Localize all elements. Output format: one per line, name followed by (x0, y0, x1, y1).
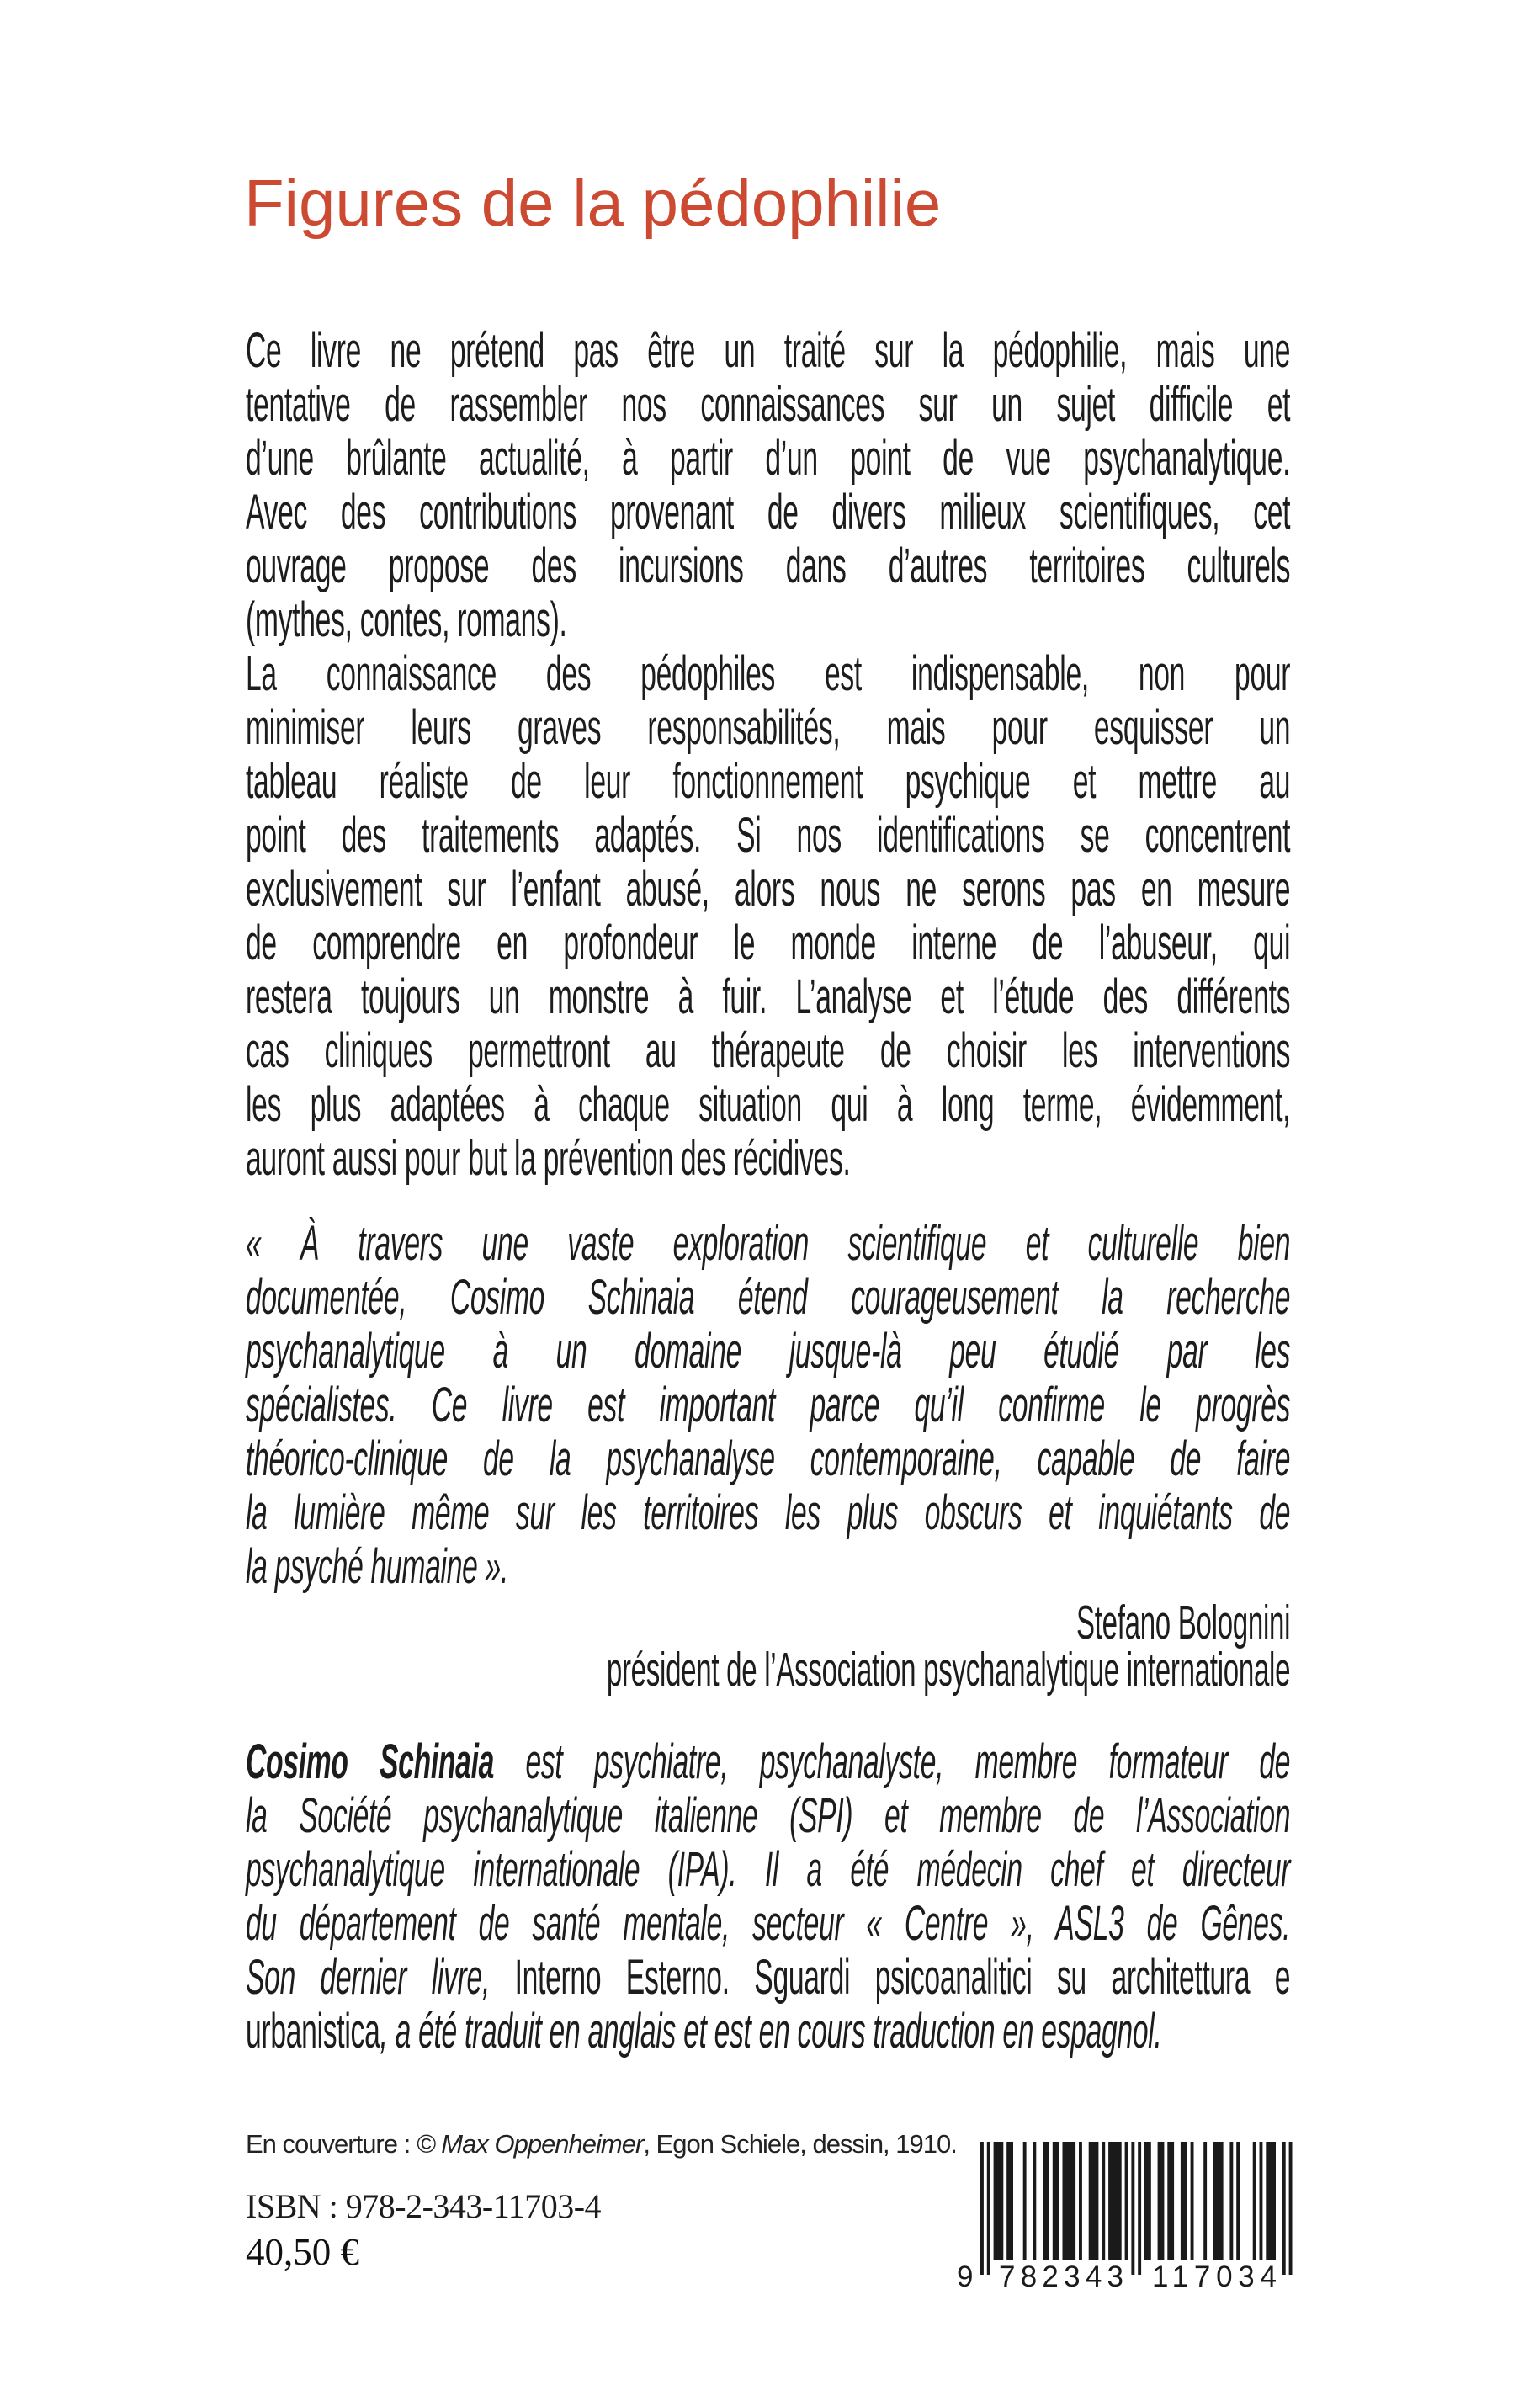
barcode-bar (1213, 2142, 1224, 2260)
text-segment: © Max Oppenheimer (416, 2129, 644, 2159)
text-line: Ce livre ne prétend pas être un traité sur la pédophilie, mais une (246, 323, 1291, 378)
text-line: Stefano Bolognini (1075, 1596, 1291, 1649)
text-line: spécialistes. Ce livre est important parce qu’il confirme le progrès (246, 1378, 1291, 1432)
text-line: auront aussi pour but la prévention des récidives. (246, 1131, 851, 1186)
cover-credit (246, 2129, 957, 2159)
barcode-bar (1043, 2142, 1049, 2260)
text-segment: , Egon Schiele, dessin, 1910. (643, 2129, 957, 2159)
text-line: point des traitements adaptés. Si nos identifications se concentrent (246, 808, 1291, 863)
text-segment: Cosimo Schinaia (246, 1734, 495, 1789)
text-line: restera toujours un monstre à fuir. L’analyse et l’étude des différents (246, 969, 1291, 1024)
barcode-bar (1229, 2142, 1233, 2260)
text-line: la Société psychanalytique italienne (SPI) et membre de l’Association (246, 1788, 1291, 1843)
barcode-bar (1203, 2142, 1207, 2260)
text-segment: En couverture : (246, 2129, 417, 2159)
barcode-bar (1260, 2142, 1263, 2260)
text-segment: urbanistica (246, 2004, 380, 2058)
barcode-bar (1181, 2142, 1187, 2260)
price: 40,50 € (246, 2231, 359, 2273)
barcode-bar (1158, 2142, 1165, 2260)
text-line (246, 1951, 1290, 2005)
text-line: tableau réaliste de leur fonctionnement psychique et mettre au (246, 754, 1291, 809)
barcode-bar (1266, 2142, 1276, 2260)
text-segment: est psychiatre, psychanalyste, membre formateur de (494, 1734, 1291, 1789)
barcode-bar (994, 2142, 1004, 2260)
barcode-bar (1131, 2142, 1134, 2275)
text-line: psychanalytique à un domaine jusque-là peu étudié par les (246, 1324, 1291, 1378)
barcode-bar (1282, 2142, 1286, 2275)
barcode-bar (1053, 2142, 1059, 2260)
barcode-digits: 9 (957, 2260, 974, 2293)
text-line: minimiser leurs graves responsabilités, mais pour esquisser un (246, 700, 1291, 755)
text-line (246, 2129, 957, 2159)
text-column (246, 0, 1290, 2385)
text-line: théorico-clinique de la psychanalyse contemporaine, capable de faire (246, 1432, 1291, 1486)
barcode-bar (1125, 2142, 1128, 2260)
barcode-bar (1079, 2142, 1082, 2260)
barcode-bar (1144, 2142, 1151, 2260)
isbn-line: ISBN : 978-2-343-11703-4 (246, 2187, 602, 2225)
text-line: (mythes, contes, romans). (246, 592, 567, 647)
text-line: cas cliniques permettront au thérapeute de choisir les interventions (246, 1023, 1291, 1078)
barcode-bar (1108, 2142, 1122, 2260)
barcode-bar (1167, 2142, 1174, 2260)
text-line: tentative de rassembler nos connaissances sur un sujet difficile et (246, 377, 1291, 432)
text-line: La connaissance des pédophiles est indispensable, non pour (246, 646, 1291, 701)
text-line: de comprendre en profondeur le monde interne de l’abuseur, qui (246, 916, 1291, 970)
barcode-bar (980, 2142, 984, 2275)
barcode-bar (1089, 2142, 1099, 2260)
barcode-bar (987, 2142, 990, 2275)
barcode-digits: 117034 (1152, 2260, 1277, 2293)
synopsis-paragraph-2 (246, 647, 1290, 1186)
text-segment: Son dernier livre, (246, 1950, 491, 2005)
text-line: du département de santé mentale, secteur « Centre », ASL3 de Gênes. (246, 1896, 1291, 1951)
text-segment: Interno Esterno. Sguardi psicoanalitici su architettura e (490, 1950, 1291, 2005)
text-line: la psyché humaine ». (246, 1539, 509, 1594)
text-line: les plus adaptées à chaque situation qui à long terme, évidemment, (246, 1077, 1291, 1132)
text-line (246, 1735, 1290, 1789)
barcode-bar (1033, 2142, 1036, 2260)
barcode-bar (1138, 2142, 1141, 2275)
quote-attribution (246, 1596, 1291, 1697)
barcode-bar (1236, 2142, 1240, 2260)
ean13-barcode (955, 2142, 1309, 2293)
text-segment: , a été traduit en anglais et est en cours traduction en espagnol. (380, 2004, 1162, 2058)
review-quote (246, 1217, 1290, 1594)
barcode-bar (1063, 2142, 1076, 2260)
author-bio (246, 1735, 1290, 2058)
text-line: d’une brûlante actualité, à partir d’un point de vue psychanalytique. (246, 431, 1291, 486)
book-title: Figures de la pédophilie (244, 166, 942, 240)
barcode-bar (1102, 2142, 1105, 2260)
barcode-digits: 782343 (999, 2260, 1123, 2293)
text-line: président de l’Association psychanalytique internationale (606, 1643, 1291, 1697)
text-line: la lumière même sur les territoires les plus obscurs et inquiétants de (246, 1485, 1291, 1540)
text-line: « À travers une vaste exploration scientifique et culturelle bien (246, 1216, 1291, 1271)
text-line: documentée, Cosimo Schinaia étend courageusement la recherche (246, 1270, 1291, 1325)
text-line: ouvrage propose des incursions dans d’autres territoires culturels (246, 539, 1291, 593)
barcode-bar (1253, 2142, 1256, 2260)
text-line: exclusivement sur l’enfant abusé, alors nous ne serons pas en mesure (246, 862, 1291, 916)
barcode-bar (1023, 2142, 1027, 2260)
text-line: psychanalytique internationale (IPA). Il a été médecin chef et directeur (246, 1842, 1291, 1897)
text-line: Avec des contributions provenant de divers milieux scientifiques, cet (246, 485, 1291, 539)
text-line (246, 2005, 1290, 2058)
barcode-bar (1191, 2142, 1194, 2260)
synopsis-paragraph-1 (246, 324, 1290, 647)
barcode-bar (1006, 2142, 1013, 2260)
barcode-bar (1289, 2142, 1293, 2275)
